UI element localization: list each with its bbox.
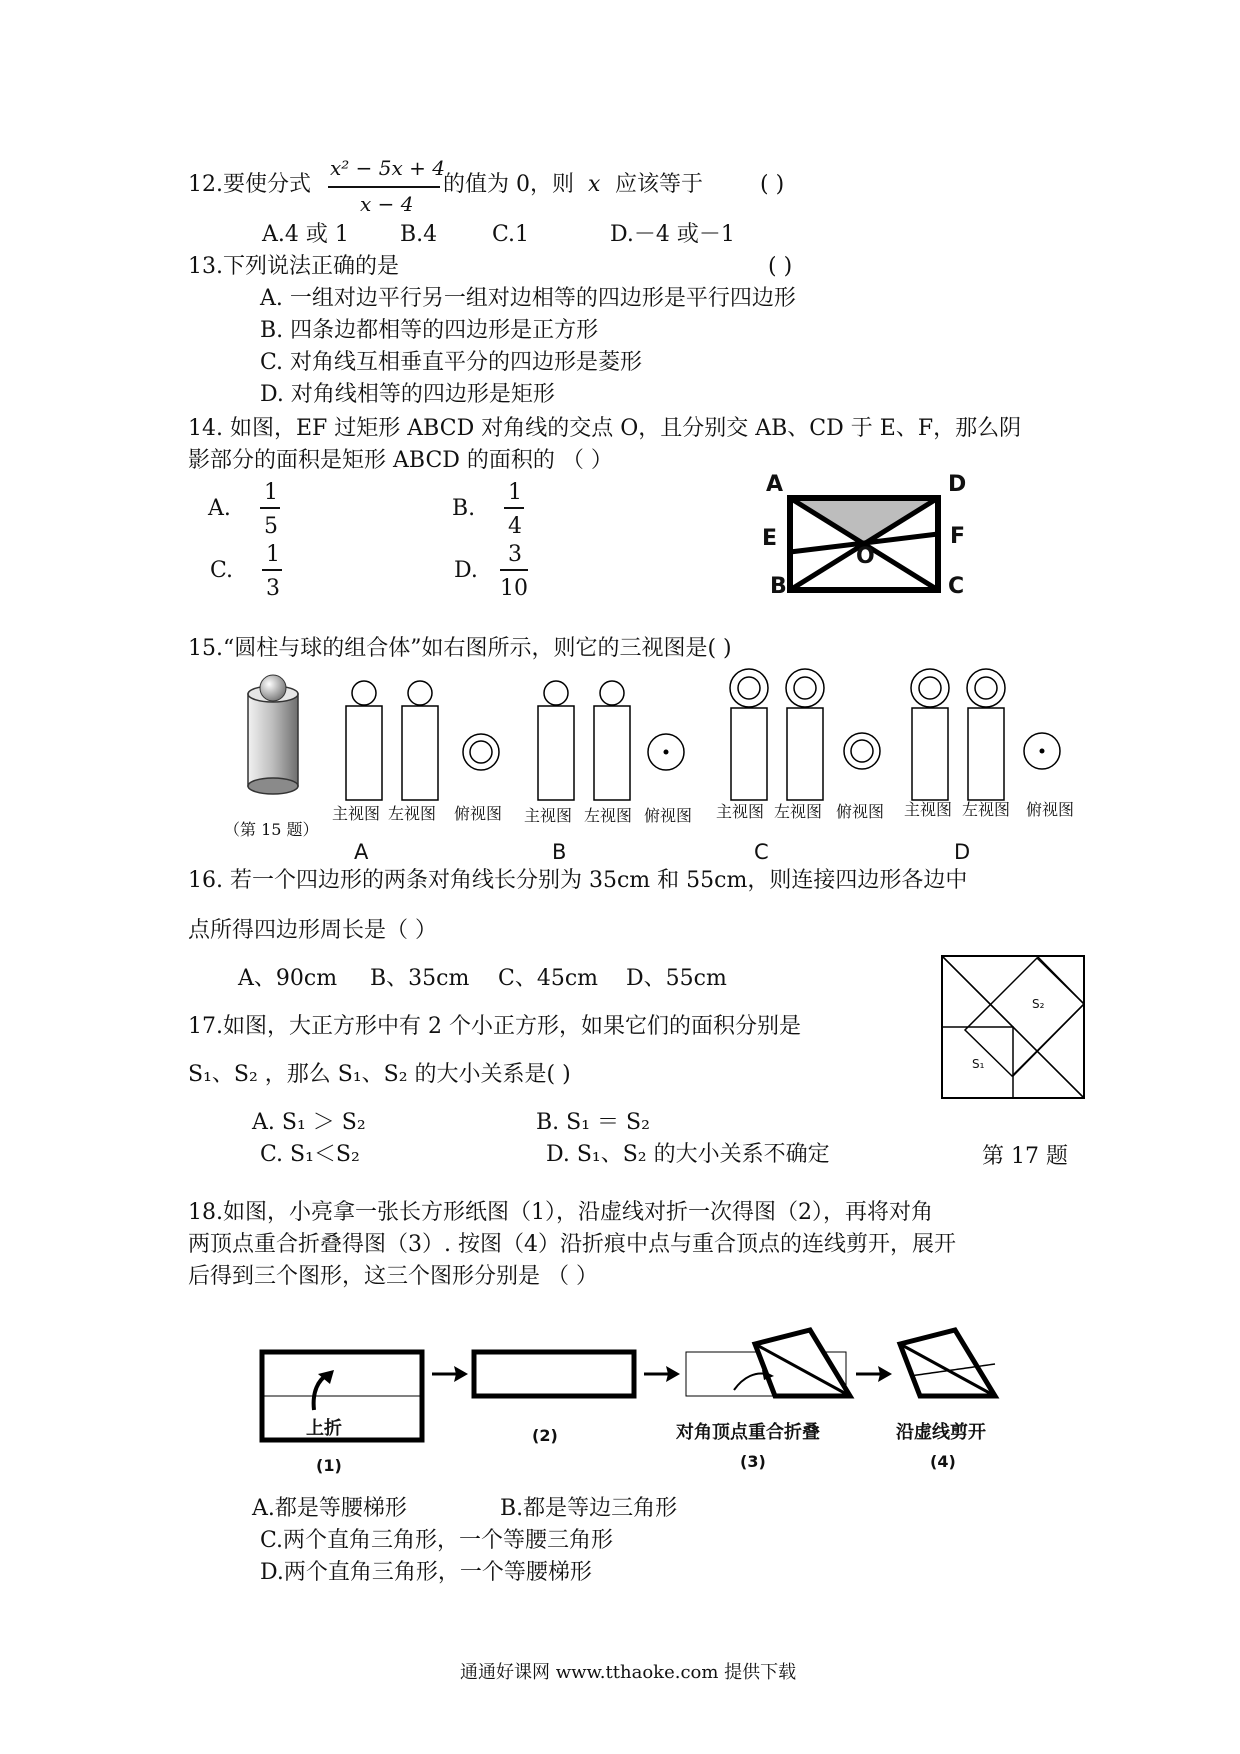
q18-fold-label: 上折 <box>306 1418 342 1439</box>
q16-option-a: A、90cm <box>238 966 338 991</box>
q18-step3-text: 对角顶点重合折叠 <box>676 1422 820 1443</box>
q14-line2: 影部分的面积是矩形 ABCD 的面积的 （ ） <box>188 448 613 473</box>
q14-option-a-den: 5 <box>264 514 278 539</box>
q13-answer-paren: ( ) <box>768 254 793 279</box>
q14-option-a-num: 1 <box>264 480 278 505</box>
q15-c-front-label: 主视图 <box>716 802 765 821</box>
q13-option-d: D. 对角线相等的四边形是矩形 <box>260 382 555 407</box>
q18-line2: 两顶点重合折叠得图（3）. 按图（4）沿折痕中点与重合顶点的连线剪开，展开 <box>188 1232 956 1257</box>
q15-c-top-label: 俯视图 <box>836 802 885 821</box>
q17-label-s1: S₁ <box>972 1057 985 1071</box>
q14-option-c-bar <box>262 569 282 571</box>
q15-d-front-label: 主视图 <box>904 800 953 819</box>
q14-option-c-num: 1 <box>266 542 280 567</box>
q17-line2: S₁、S₂ ，那么 S₁、S₂ 的大小关系是( ) <box>188 1062 571 1087</box>
q14-option-a-letter: A. <box>208 496 231 521</box>
q14-option-d-num: 3 <box>508 542 522 567</box>
q15-b-left-label: 左视图 <box>584 806 633 825</box>
q13-option-c: C. 对角线互相垂直平分的四边形是菱形 <box>260 350 643 375</box>
q15-option-a-views <box>340 668 520 808</box>
q15-option-c-letter: C <box>754 840 769 864</box>
q12-suffix: 的值为 0，则 <box>443 172 574 197</box>
q15-a-top-label: 俯视图 <box>454 804 503 823</box>
q14-option-a-bar <box>260 507 280 509</box>
q15-option-d-views <box>906 664 1086 808</box>
q15-c-left-label: 左视图 <box>774 802 823 821</box>
q15-b-top-label: 俯视图 <box>644 806 693 825</box>
q18-caption-2: (2) <box>532 1426 558 1445</box>
q18-option-d: D.两个直角三角形，一个等腰梯形 <box>260 1560 592 1585</box>
q14-option-c-den: 3 <box>266 576 280 601</box>
q17-option-b: B. S₁ ＝ S₂ <box>536 1110 650 1135</box>
q14-line1: 14. 如图，EF 过矩形 ABCD 对角线的交点 O，且分别交 AB、CD 于 E、F，那么阴 <box>188 416 1022 441</box>
q18-step2-paper <box>474 1352 634 1396</box>
q18-option-b: B.都是等边三角形 <box>500 1496 678 1521</box>
q14-label-f: F <box>950 524 966 549</box>
q14-label-c: C <box>948 574 965 599</box>
q12-option-b: B.4 <box>400 222 438 247</box>
q16-line2: 点所得四边形周长是（ ） <box>188 918 437 943</box>
q12-denominator: x − 4 <box>360 192 414 216</box>
q14-option-b-num: 1 <box>508 480 522 505</box>
q12-variable: x <box>588 172 601 197</box>
q18-line1: 18.如图，小亮拿一张长方形纸图（1），沿虚线对折一次得图（2），再将对角 <box>188 1200 933 1225</box>
q15-a-left-label: 左视图 <box>388 804 437 823</box>
q12-option-c: C.1 <box>492 222 530 247</box>
q16-option-d: D、55cm <box>626 966 727 991</box>
q12-suffix2: 应该等于 <box>615 172 704 197</box>
q15-stem: 15.“圆柱与球的组合体”如右图所示，则它的三视图是( ) <box>188 636 732 661</box>
q14-label-d: D <box>948 472 967 497</box>
q17-option-d: D. S₁、S₂ 的大小关系不确定 <box>546 1142 830 1167</box>
q14-label-e: E <box>762 526 778 551</box>
q18-caption-3: (3) <box>740 1452 766 1471</box>
q17-figure-caption: 第 17 题 <box>982 1144 1068 1169</box>
q14-label-a: A <box>766 472 784 497</box>
q12-numerator: x² − 5x + 4 <box>330 156 445 180</box>
q14-rectangle-figure <box>760 470 980 610</box>
q13-option-b: B. 四条边都相等的四边形是正方形 <box>260 318 599 343</box>
q17-line1: 17.如图，大正方形中有 2 个小正方形，如果它们的面积分别是 <box>188 1014 801 1039</box>
q17-option-c: C. S₁＜S₂ <box>260 1142 360 1167</box>
q12-prefix: 12.要使分式 <box>188 172 311 197</box>
q18-option-a: A.都是等腰梯形 <box>252 1496 407 1521</box>
q15-option-c-views <box>724 664 904 808</box>
q14-option-b-letter: B. <box>452 496 476 521</box>
q14-option-c-letter: C. <box>210 558 234 583</box>
q18-line3: 后得到三个图形，这三个图形分别是 （ ） <box>188 1264 598 1289</box>
q14-label-o: O <box>856 544 875 569</box>
q12-answer-paren: ( ) <box>760 172 785 197</box>
q16-option-c: C、45cm <box>498 966 599 991</box>
q17-squares-figure <box>940 954 1086 1100</box>
footer-text: 通通好课网 www.tthaoke.com 提供下载 <box>460 1662 797 1683</box>
q15-option-d-letter: D <box>954 840 971 864</box>
q17-option-a: A. S₁ ＞ S₂ <box>252 1110 366 1135</box>
q14-option-d-letter: D. <box>454 558 478 583</box>
q15-option-b-letter: B <box>552 840 567 864</box>
q15-b-front-label: 主视图 <box>524 806 573 825</box>
q12-option-d: D.－4 或－1 <box>610 222 735 247</box>
q14-option-b-bar <box>504 507 524 509</box>
q18-caption-4: (4) <box>930 1452 956 1471</box>
q15-option-a-letter: A <box>354 840 369 864</box>
q16-option-b: B、35cm <box>370 966 470 991</box>
q15-d-left-label: 左视图 <box>962 800 1011 819</box>
q15-d-top-label: 俯视图 <box>1026 800 1075 819</box>
q18-option-c: C.两个直角三角形，一个等腰三角形 <box>260 1528 614 1553</box>
q13-option-a: A. 一组对边平行另一组对边相等的四边形是平行四边形 <box>260 286 796 311</box>
q17-label-s2: S₂ <box>1032 997 1045 1011</box>
q14-option-d-den: 10 <box>500 576 528 601</box>
q14-label-b: B <box>770 574 787 599</box>
q15-figure-caption: （第 15 题） <box>224 820 319 839</box>
q12-option-a: A.4 或 1 <box>262 222 349 247</box>
q14-option-d-bar <box>500 569 528 571</box>
q14-option-b-den: 4 <box>508 514 522 539</box>
q12-fraction-bar <box>328 186 440 188</box>
q15-a-front-label: 主视图 <box>332 804 381 823</box>
q13-stem: 13.下列说法正确的是 <box>188 254 399 279</box>
q15-option-b-views <box>532 668 712 808</box>
q18-step4-folded <box>900 1330 995 1396</box>
q15-cylinder-sphere-3d <box>240 672 310 802</box>
q16-line1: 16. 若一个四边形的两条对角线长分别为 35cm 和 55cm，则连接四边形各边中 <box>188 868 968 893</box>
q18-step4-text: 沿虚线剪开 <box>896 1422 986 1443</box>
q18-caption-1: (1) <box>316 1456 342 1475</box>
